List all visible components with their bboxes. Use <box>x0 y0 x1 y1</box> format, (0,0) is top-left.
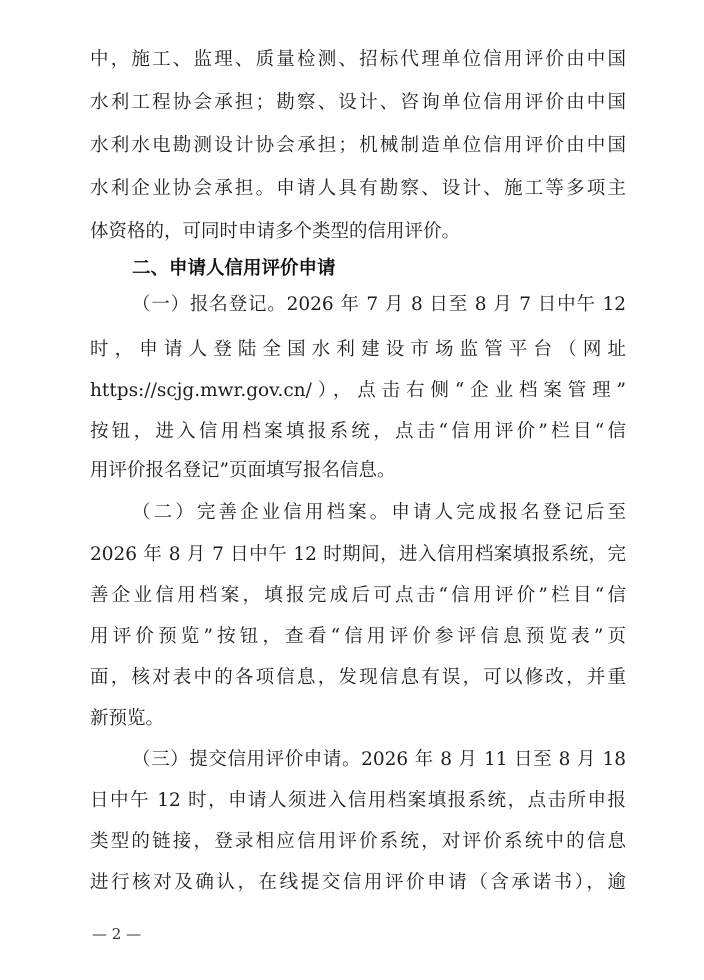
section-heading: 二、申请人信用评价申请 <box>132 258 336 279</box>
text-line: 体资格的，可同时申请多个类型的信用评价。 <box>90 221 461 242</box>
page-number: — 2 — <box>92 925 142 943</box>
text-line: 新预览。 <box>90 708 165 729</box>
text-line: （三）提交信用评价申请。2026 年 8 月 11 日至 8 月 18 <box>132 749 626 770</box>
text-line: 中，施工、监理、质量检测、招标代理单位信用评价由中国 <box>90 49 626 70</box>
text-line: （一）报名登记。2026 年 7 月 8 日至 8 月 7 日中午 12 <box>132 294 626 315</box>
text-line: 按钮，进入信用档案填报系统，点击“信用评价”栏目“信 <box>90 421 626 442</box>
text-line: 2026 年 8 月 7 日中午 12 时期间，进入信用档案填报系统，完 <box>90 544 626 565</box>
text-line: 用评价报名登记”页面填写报名信息。 <box>90 460 396 481</box>
text-line: 日中午 12 时，申请人须进入信用档案填报系统，点击所申报 <box>90 790 626 811</box>
text-line: 类型的链接，登录相应信用评价系统，对评价系统中的信息 <box>90 831 626 852</box>
text-line: 进行核对及确认，在线提交信用评价申请（含承诺书），逾 <box>90 872 626 893</box>
text-line: 面，核对表中的各项信息，发现信息有误，可以修改，并重 <box>90 667 626 688</box>
text-line: 水利工程协会承担；勘察、设计、咨询单位信用评价由中国 <box>90 92 626 113</box>
text-line: 用评价预览”按钮，查看“信用评价参评信息预览表”页 <box>90 626 626 647</box>
text-line: https://scjg.mwr.gov.cn/），点击右侧“企业档案管理” <box>90 380 626 401</box>
text-line: 水利水电勘测设计协会承担；机械制造单位信用评价由中国 <box>90 135 626 156</box>
text-line: 时，申请人登陆全国水利建设市场监管平台（网址 <box>90 339 626 360</box>
text-line: 善企业信用档案，填报完成后可点击“信用评价”栏目“信 <box>90 585 626 606</box>
text-line: 水利企业协会承担。申请人具有勘察、设计、施工等多项主 <box>90 178 626 199</box>
text-line: （二）完善企业信用档案。申请人完成报名登记后至 <box>132 502 626 523</box>
